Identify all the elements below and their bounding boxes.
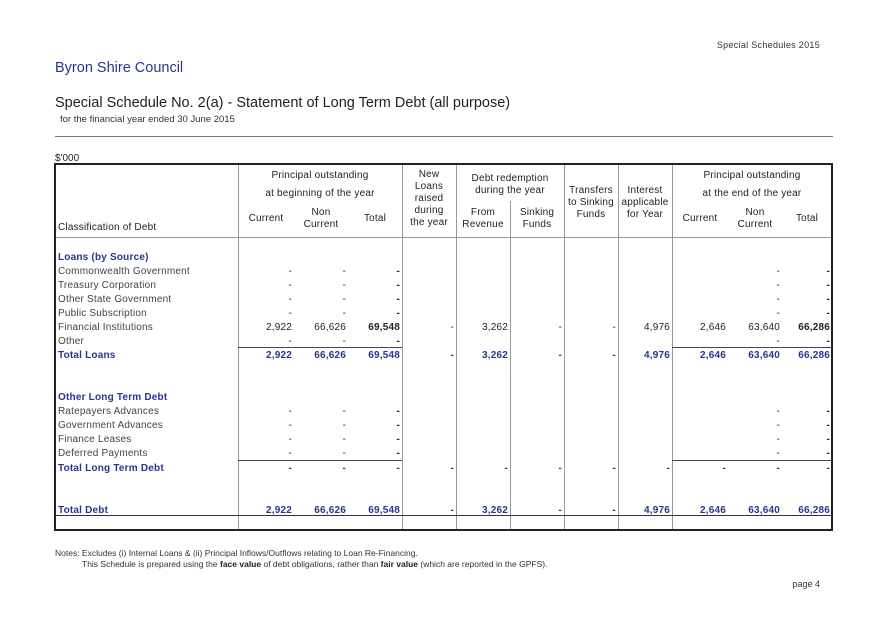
page-subtitle: for the financial year ended 30 June 2015 (60, 114, 235, 125)
table-cell: 66,286 (798, 505, 830, 516)
table-cell: 4,976 (643, 505, 670, 516)
table-cell: - (450, 463, 454, 474)
table-cell: - (342, 406, 346, 417)
table-cell: 63,640 (748, 322, 780, 333)
table-cell: - (342, 336, 346, 347)
header-total: Total (363, 213, 387, 224)
council-name: Byron Shire Council (55, 60, 184, 76)
page-title: Special Schedule No. 2(a) - Statement of Long Term Debt (all purpose) (55, 95, 511, 111)
table-cell: - (396, 448, 400, 459)
table-cell: - (612, 505, 616, 516)
table-cell: - (288, 280, 292, 291)
page-number: page 4 (792, 579, 820, 589)
subtotal-rule (238, 347, 402, 348)
table-cell: 63,640 (748, 350, 780, 361)
table-cell: - (558, 350, 562, 361)
table-cell: - (396, 420, 400, 431)
table-cell: - (288, 266, 292, 277)
table-cell: - (826, 406, 830, 417)
header-transfers: Transfers to Sinking Funds (568, 185, 614, 220)
row-label: Financial Institutions (58, 322, 154, 333)
subtotal-rule (672, 347, 832, 348)
row-label: Commonwealth Government (58, 266, 190, 277)
table-cell: - (612, 463, 616, 474)
header-classification: Classification of Debt (58, 222, 157, 233)
header-debt-redemption: Debt redemption during the year (471, 173, 549, 196)
table-cell: - (396, 308, 400, 319)
table-cell: - (776, 463, 780, 474)
table-cell: - (558, 505, 562, 516)
table-cell: - (288, 434, 292, 445)
table-cell: - (612, 322, 616, 333)
table-cell: - (558, 463, 562, 474)
table-cell: 2,646 (699, 505, 726, 516)
table-cell: 2,922 (265, 505, 292, 516)
notes-line-1: Notes: Excludes (i) Internal Loans & (ii) Principal Inflows/Outflows relating to Loan Re-Financing. (55, 548, 418, 558)
table-cell: - (826, 294, 830, 305)
row-label: Other State Government (58, 294, 172, 305)
row-label: Finance Leases (58, 434, 132, 445)
total-debt-label: Total Debt (58, 505, 109, 516)
table-cell: - (342, 308, 346, 319)
table-cell: 69,548 (368, 322, 400, 333)
table-cell: - (288, 406, 292, 417)
table-cell: 66,286 (798, 322, 830, 333)
table-cell: - (396, 294, 400, 305)
section-loans-title: Loans (by Source) (58, 252, 149, 263)
header-interest: Interest applicable for Year (621, 185, 669, 220)
table-cell: 63,640 (748, 505, 780, 516)
table-cell: - (826, 463, 830, 474)
table-cell: 2,646 (699, 322, 726, 333)
total-ltd-label: Total Long Term Debt (58, 463, 164, 474)
table-cell: - (826, 280, 830, 291)
table-cell: - (612, 350, 616, 361)
table-cell: - (450, 322, 454, 333)
table-cell: - (288, 336, 292, 347)
table-cell: - (288, 463, 292, 474)
header-po-end: Principal outstanding at the end of the year (702, 170, 802, 199)
table-cell: 3,262 (481, 350, 508, 361)
table-cell: 2,922 (265, 350, 292, 361)
table-cell: - (396, 406, 400, 417)
table-cell: - (288, 294, 292, 305)
divider (55, 136, 833, 137)
table-cell: 3,262 (481, 505, 508, 516)
header-non-current: Non Current (303, 207, 339, 230)
table-cell: - (776, 294, 780, 305)
table-cell: - (288, 308, 292, 319)
table-cell: - (450, 350, 454, 361)
table-cell: 2,646 (699, 350, 726, 361)
table-cell: - (776, 448, 780, 459)
subtotal-rule (672, 460, 832, 461)
notes-line-2: This Schedule is prepared using the face value of debt obligations, rather than fair value (which are reported in the GPFS). (82, 559, 548, 569)
table-cell: - (288, 448, 292, 459)
row-label: Public Subscription (58, 308, 147, 319)
table-cell: 66,626 (314, 322, 346, 333)
table-cell: - (666, 463, 670, 474)
table-cell: - (776, 266, 780, 277)
table-cell: - (450, 505, 454, 516)
header-non-current-end: Non Current (737, 207, 773, 230)
table-cell: 2,922 (265, 322, 292, 333)
row-label: Other (58, 336, 85, 347)
table-cell: - (826, 420, 830, 431)
table-cell: - (826, 308, 830, 319)
table-cell: - (558, 322, 562, 333)
header-new-loans: New Loans raised during the year (410, 169, 448, 228)
table-cell: - (504, 463, 508, 474)
table-cell: 66,286 (798, 350, 830, 361)
table-cell: - (776, 308, 780, 319)
table-cell: - (826, 448, 830, 459)
table-cell: - (826, 434, 830, 445)
header-current-end: Current (682, 213, 718, 224)
table-cell: - (826, 336, 830, 347)
header-rule (56, 237, 831, 238)
table-cell: - (396, 434, 400, 445)
total-loans-label: Total Loans (58, 350, 116, 361)
table-cell: - (396, 463, 400, 474)
table-cell: - (342, 434, 346, 445)
table-cell: - (826, 266, 830, 277)
table-cell: 66,626 (314, 505, 346, 516)
subtotal-rule (238, 460, 402, 461)
table-cell: - (776, 434, 780, 445)
table-cell: - (342, 463, 346, 474)
table-cell: - (342, 420, 346, 431)
table-cell: - (776, 420, 780, 431)
table-cell: 4,976 (643, 350, 670, 361)
debt-table (54, 163, 833, 531)
table-cell: - (776, 280, 780, 291)
header-po-begin: Principal outstanding at beginning of the year (265, 170, 375, 199)
table-cell: - (288, 420, 292, 431)
table-cell: 66,626 (314, 350, 346, 361)
col-divider (510, 201, 511, 529)
header-total-end: Total (795, 213, 819, 224)
table-cell: - (776, 406, 780, 417)
row-label: Government Advances (58, 420, 163, 431)
table-cell: - (722, 463, 726, 474)
row-label: Deferred Payments (58, 448, 148, 459)
header-sinking-funds: Sinking Funds (519, 207, 555, 230)
section-other-title: Other Long Term Debt (58, 392, 168, 403)
table-cell: - (396, 266, 400, 277)
special-schedules-label: Special Schedules 2015 (716, 40, 820, 50)
table-cell: - (342, 280, 346, 291)
header-from-revenue: From Revenue (462, 207, 504, 230)
table-cell: - (396, 336, 400, 347)
table-cell: 69,548 (368, 350, 400, 361)
row-label: Ratepayers Advances (58, 406, 160, 417)
table-cell: - (396, 280, 400, 291)
table-cell: 4,976 (643, 322, 670, 333)
table-cell: 3,262 (481, 322, 508, 333)
table-cell: 69,548 (368, 505, 400, 516)
unit-label: $'000 (55, 153, 80, 164)
header-current: Current (248, 213, 284, 224)
table-cell: - (776, 336, 780, 347)
table-cell: - (342, 266, 346, 277)
row-label: Treasury Corporation (58, 280, 157, 291)
table-cell: - (342, 448, 346, 459)
table-cell: - (342, 294, 346, 305)
